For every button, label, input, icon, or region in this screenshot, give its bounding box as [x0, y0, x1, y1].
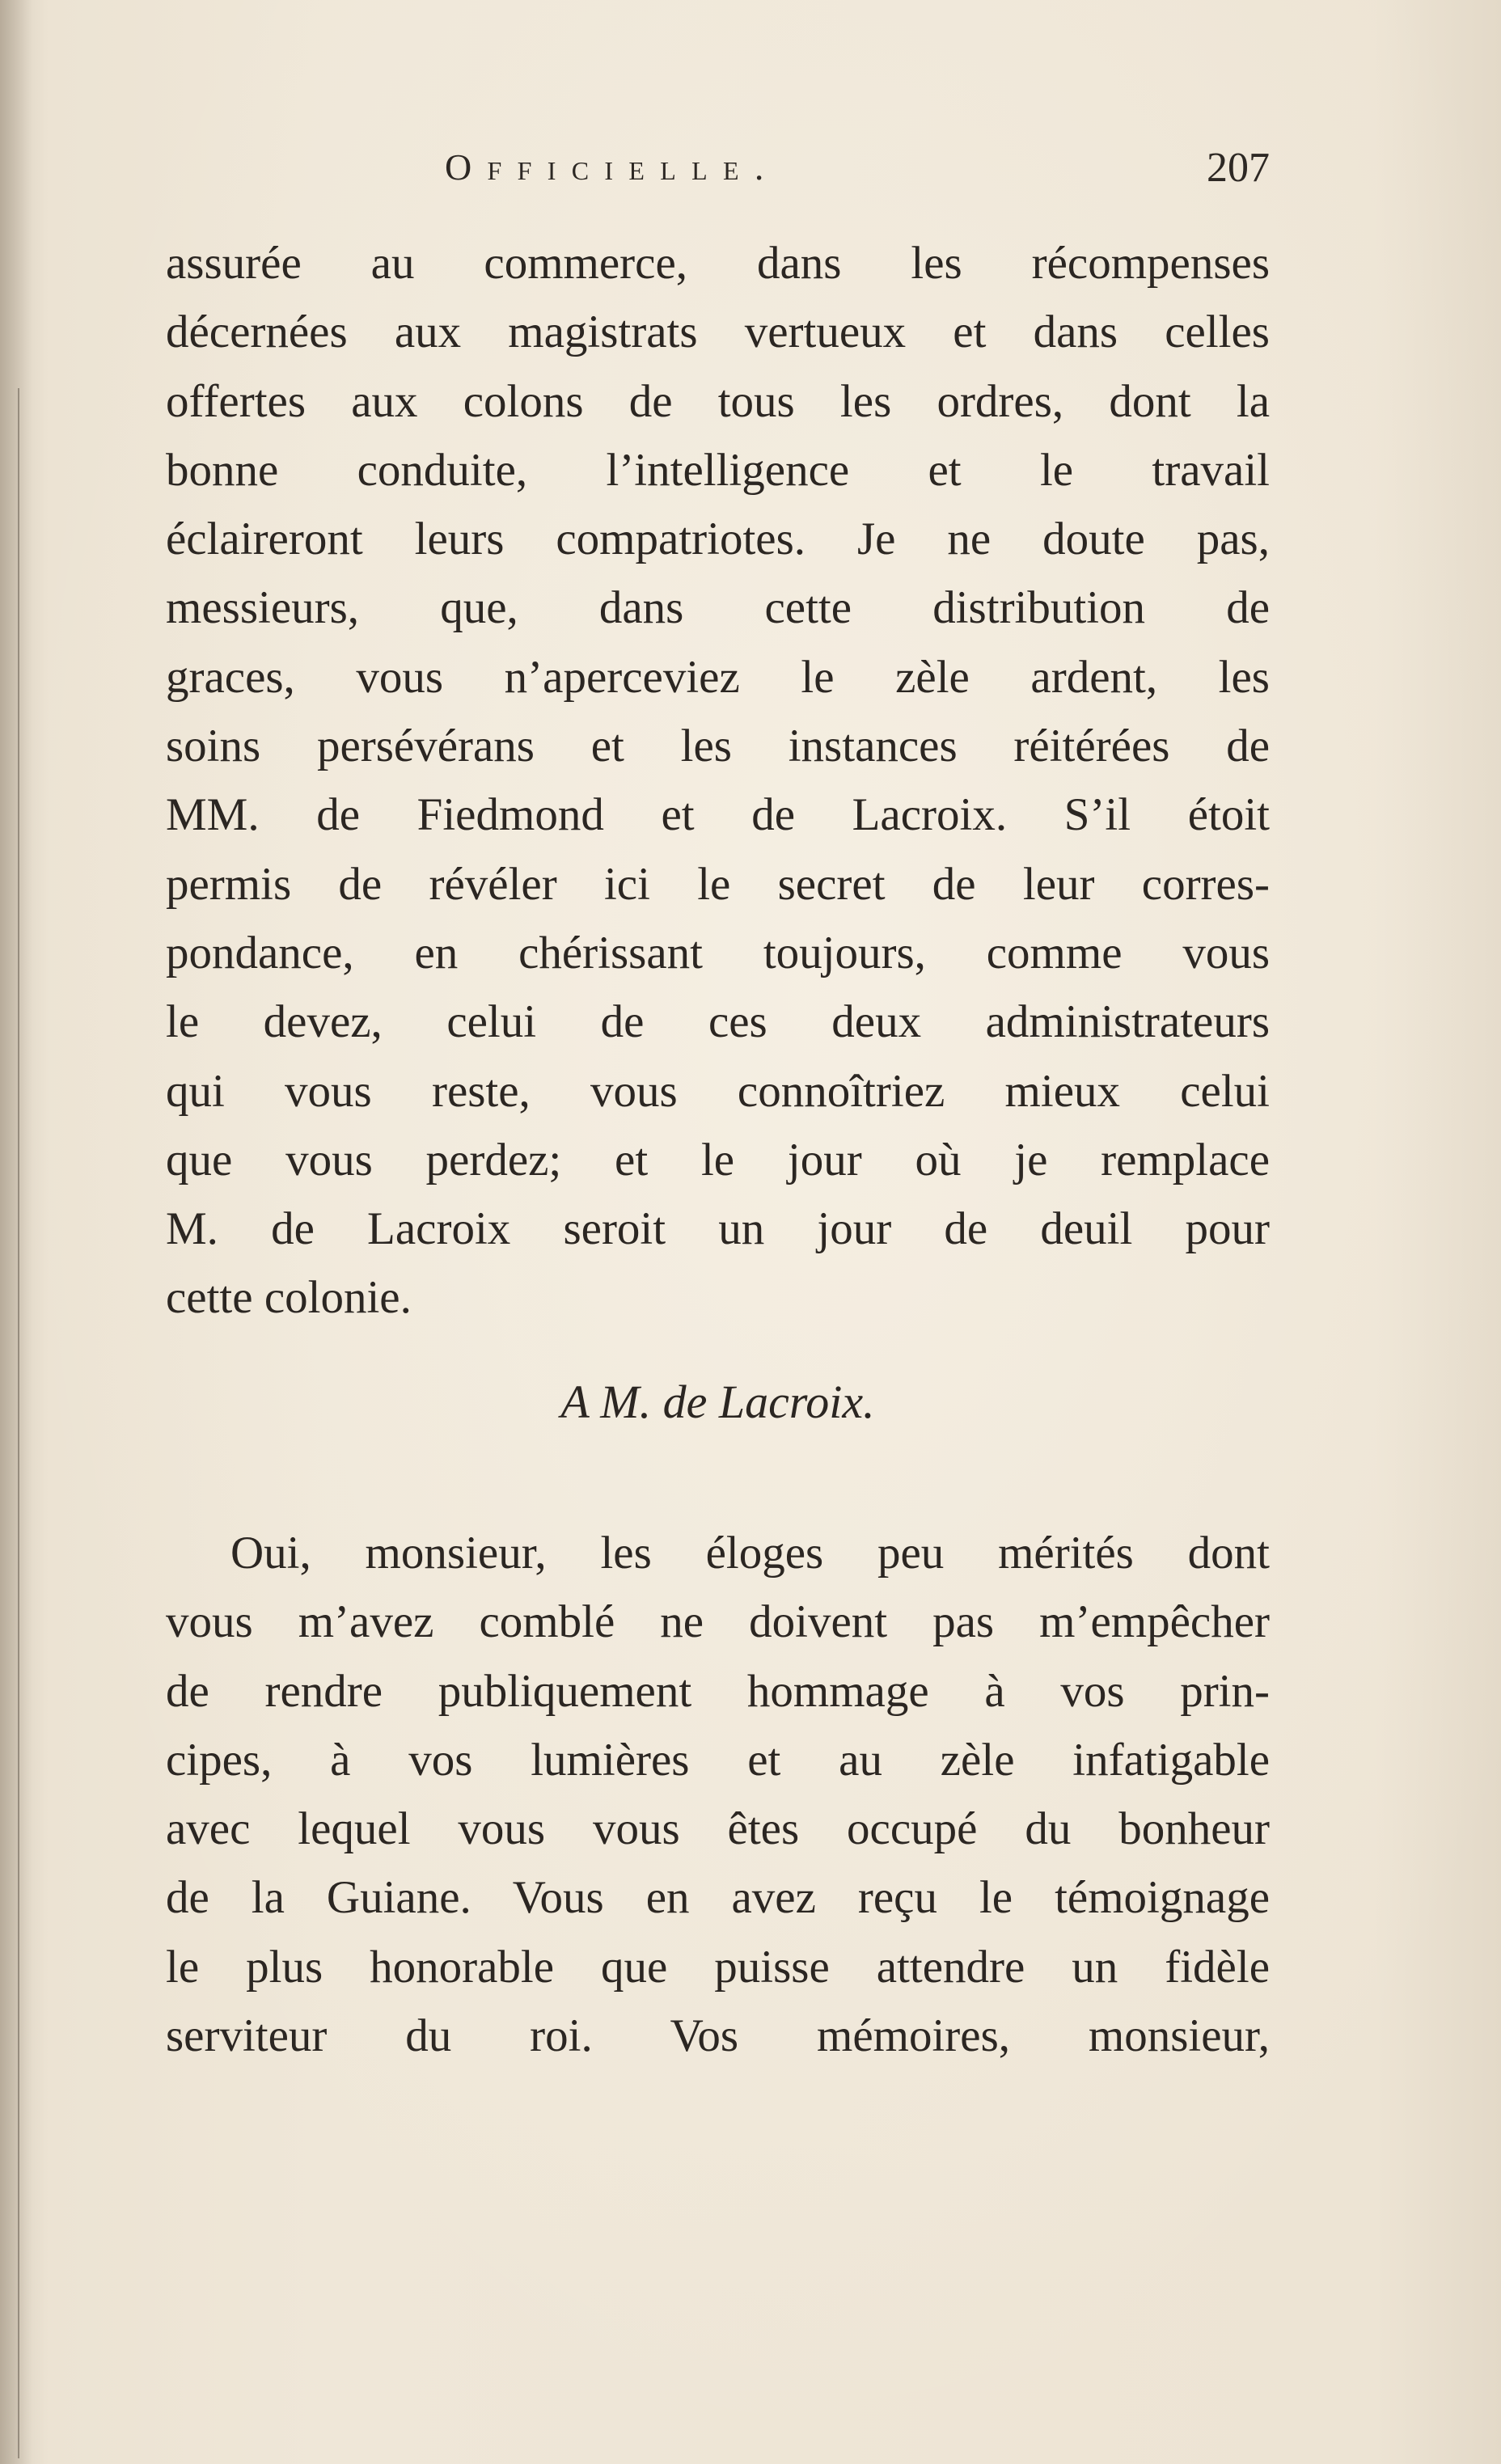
- text-line: vous m’avez comblé ne doivent pas m’empêcher: [166, 1596, 1270, 1648]
- running-head: [170, 146, 1270, 210]
- text-line: Oui, monsieur, les éloges peu mérités dont: [230, 1528, 1270, 1579]
- text-line: graces, vous n’aperceviez le zèle ardent, les: [166, 651, 1270, 703]
- text-line: M. de Lacroix seroit un jour de deuil pour: [166, 1203, 1270, 1255]
- text-line: pondance, en chérissant toujours, comme vous: [166, 927, 1270, 978]
- text-line: éclaireront leurs compatriotes. Je ne doute pas,: [166, 514, 1270, 565]
- text-line: cette colonie.: [166, 1272, 412, 1324]
- text-line: cipes, à vos lumières et au zèle infatigable: [166, 1734, 1270, 1786]
- text-line: décernées aux magistrats vertueux et dans celles: [166, 306, 1270, 358]
- gutter-shadow: [0, 0, 32, 2464]
- text-line: avec lequel vous vous êtes occupé du bonheur: [166, 1803, 1270, 1855]
- section-heading: A M. de Lacroix.: [560, 1376, 875, 1428]
- running-head-title: Officielle.: [445, 146, 780, 188]
- text-line: bonne conduite, l’intelligence et le travail: [166, 444, 1270, 496]
- text-line: offertes aux colons de tous les ordres, dont la: [166, 375, 1270, 427]
- page-edge-line: [18, 388, 19, 2458]
- text-line: messieurs, que, dans cette distribution de: [166, 582, 1270, 634]
- text-line: serviteur du roi. Vos mémoires, monsieur,: [166, 2010, 1270, 2062]
- text-line: de la Guiane. Vous en avez reçu le témoignage: [166, 1872, 1270, 1924]
- text-line: le devez, celui de ces deux administrateurs: [166, 996, 1270, 1048]
- paragraph-1: [166, 229, 1270, 1333]
- text-line: permis de révéler ici le secret de leur corres-: [166, 858, 1270, 910]
- text-line: que vous perdez; et le jour où je remplace: [166, 1134, 1270, 1186]
- text-line: MM. de Fiedmond et de Lacroix. S’il étoit: [166, 789, 1270, 841]
- text-line: qui vous reste, vous connoîtriez mieux celui: [166, 1065, 1270, 1117]
- page-number: 207: [1207, 145, 1270, 191]
- text-line: soins persévérans et les instances réitérées de: [166, 721, 1270, 772]
- text-line: le plus honorable que puisse attendre un fidèle: [166, 1941, 1270, 1993]
- text-line: de rendre publiquement hommage à vos prin-: [166, 1665, 1270, 1717]
- paragraph-2: [166, 1519, 1270, 2070]
- text-line: assurée au commerce, dans les récompenses: [166, 238, 1270, 289]
